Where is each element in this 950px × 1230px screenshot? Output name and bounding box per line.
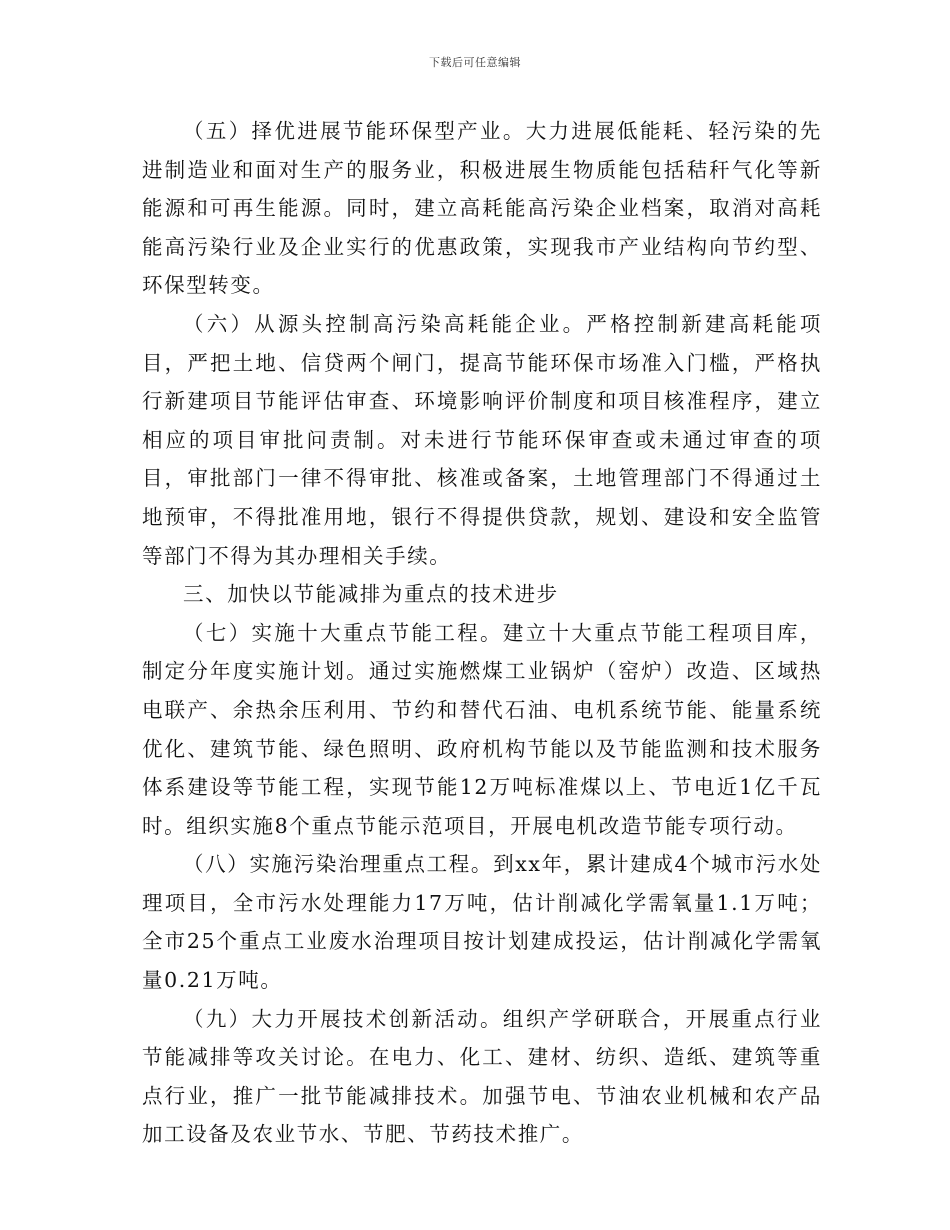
page-header-note: 下载后可任意编辑 [429,56,521,69]
paragraph-5: （五）择优进展节能环保型产业。大力进展低能耗、轻污染的先进制造业和面对生产的服务业，积极进展生物质能包括秸秆气化等新能源和可再生能源。同时，建立高耗能高污染企业档案，取消对高耗能高污染行业及企业实行的优惠政策，实现我市产业结构向节约型、环保型转变。 [142,119,822,298]
paragraph-7: （七）实施十大重点节能工程。建立十大重点节能工程项目库，制定分年度实施计划。通过实施燃煤工业锅炉（窑炉）改造、区域热电联产、余热余压利用、节约和替代石油、电机系统节能、能量系统优化、建筑节能、绿色照明、政府机构节能以及节能监测和技术服务体系建设等节能工程，实现节能12万吨标准煤以上、节电近1亿千瓦时。组织实施8个重点节能示范项目，开展电机改造节能专项行动。 [142,620,822,838]
paragraph-6: （六）从源头控制高污染高耗能企业。严格控制新建高耗能项目，严把土地、信贷两个闸门，提高节能环保市场准入门槛，严格执行新建项目节能评估审查、环境影响评价制度和项目核准程序，建立相应的项目审批问责制。对未进行节能环保审查或未通过审查的项目，审批部门一律不得审批、核准或备案，土地管理部门不得通过土地预审，不得批准用地，银行不得提供贷款，规划、建设和安全监管等部门不得为其办理相关手续。 [142,311,822,568]
section-heading-3: 三、加快以节能减排为重点的技术进步 [183,582,559,607]
document-body [142,112,822,1154]
paragraph-8: （八）实施污染治理重点工程。到xx年，累计建成4个城市污水处理项目，全市污水处理能力17万吨，估计削减化学需氧量1.1万吨；全市25个重点工业废水治理项目按计划建成投运，估计削减化学需氧量0.21万吨。 [142,852,822,993]
paragraph-9: （九）大力开展技术创新活动。组织产学研联合，开展重点行业节能减排等攻关讨论。在电力、化工、建材、纺织、造纸、建筑等重点行业，推广一批节能减排技术。加强节电、节油农业机械和农产品加工设备及农业节水、节肥、节药技术推广。 [142,1006,822,1147]
